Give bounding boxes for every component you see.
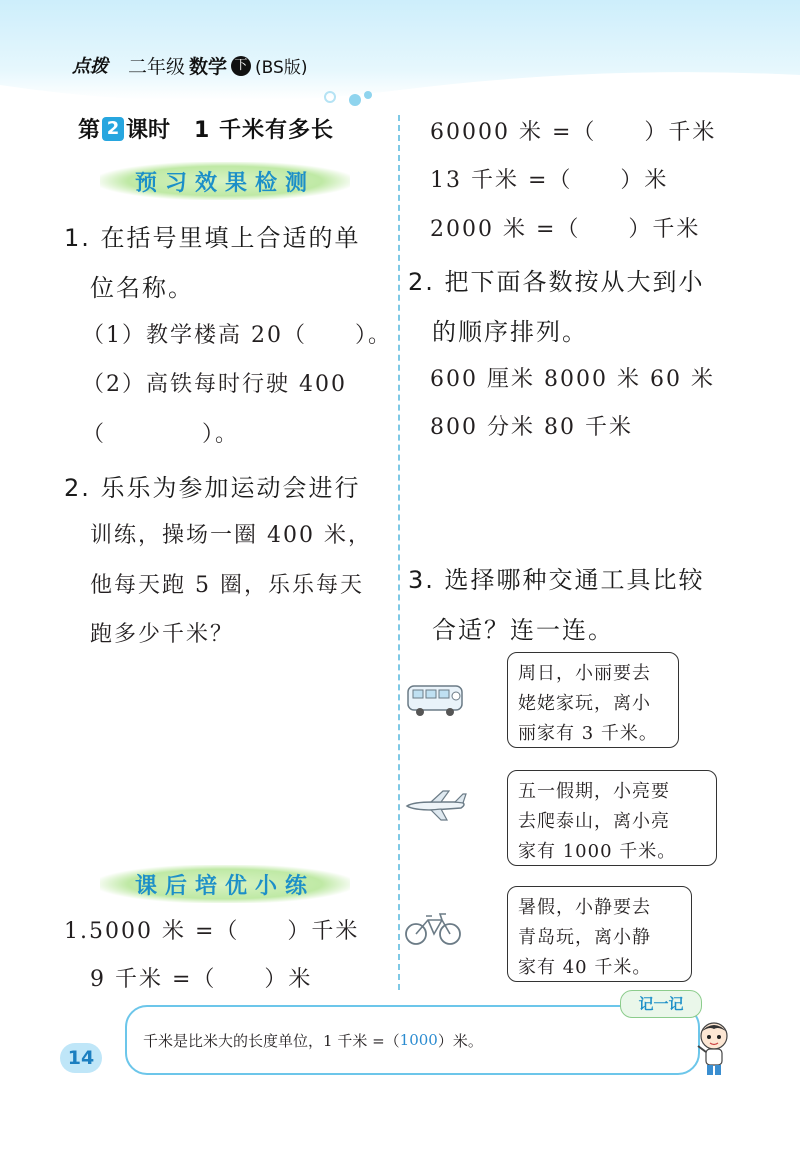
preview-banner: 预习效果检测 <box>100 162 350 200</box>
right-q3-line2: 合适？连一连。 <box>432 616 614 644</box>
preview-q1-item2b: （ ）。 <box>82 422 240 447</box>
right-q2-line2: 的顺序排列。 <box>432 318 588 346</box>
card-2-line-2: 去爬泰山，离小亮 <box>518 811 670 832</box>
practice-banner: 课后培优小练 <box>100 865 350 903</box>
card-1-line-1: 周日，小丽要去 <box>518 663 651 684</box>
card-2-line-1: 五一假期，小亮要 <box>518 781 670 802</box>
preview-q1-item1: （1）教学楼高 20（ ）。 <box>82 323 392 348</box>
note-text-before: 千米是比米大的长度单位，1 千米 =（ <box>143 1031 400 1050</box>
book-info <box>128 52 307 79</box>
bus-icon <box>405 680 467 720</box>
preview-q2-line3: 他每天跑 5 圈，乐乐每天 <box>90 573 364 598</box>
note-text-after: ）米。 <box>437 1031 483 1050</box>
card-3-line-1: 暑假，小静要去 <box>518 897 651 918</box>
preview-q2-line2: 训练，操场一圈 400 米， <box>90 523 372 548</box>
preview-q1-item2: （2）高铁每时行驶 400 <box>82 372 347 397</box>
preview-q2-line1: 2. 乐乐为参加运动会进行 <box>64 474 361 502</box>
scenario-card-2 <box>507 770 717 866</box>
practice-q1-line2: 9 千米 =（ ）米 <box>90 967 313 992</box>
note-tag: 记一记 <box>620 990 702 1018</box>
note-box <box>125 1005 700 1075</box>
practice-q1-line1: 1.5000 米 =（ ）千米 <box>64 919 360 944</box>
conversion-3: 2000 米 =（ ）千米 <box>430 217 701 242</box>
header-wave-decoration <box>0 55 800 115</box>
grade-label: 二年级 <box>128 56 186 78</box>
note-answer: 1000 <box>399 1031 438 1049</box>
volume-badge: 下 <box>231 56 251 76</box>
scenario-card-1 <box>507 652 679 748</box>
card-3-line-2: 青岛玩，离小静 <box>518 927 651 948</box>
conversion-2: 13 千米 =（ ）米 <box>430 168 669 193</box>
preview-q1-line1: 1. 在括号里填上合适的单 <box>64 224 361 252</box>
card-3-line-3: 家有 40 千米。 <box>518 957 652 978</box>
conversion-1: 60000 米 =（ ）千米 <box>430 120 717 145</box>
edition-label: (BS版) <box>255 58 308 78</box>
lesson-title <box>78 113 334 144</box>
airplane-icon <box>403 788 469 824</box>
lesson-suffix: 课时 <box>126 118 171 143</box>
preview-q1-line2: 位名称。 <box>90 274 194 302</box>
card-2-line-3: 家有 1000 千米。 <box>518 841 677 862</box>
lesson-prefix: 第 <box>78 118 101 143</box>
bicycle-icon <box>404 906 462 948</box>
brand-logo: 点拨 <box>72 56 108 77</box>
lesson-number-badge: 2 <box>102 117 124 141</box>
card-1-line-2: 姥姥家玩，离小 <box>518 693 651 714</box>
right-q2-line1: 2. 把下面各数按从大到小 <box>408 268 705 296</box>
cartoon-boy-icon <box>695 1020 733 1080</box>
scenario-card-3 <box>507 886 692 982</box>
card-1-line-3: 丽家有 3 千米。 <box>518 723 658 744</box>
page-number: 14 <box>60 1043 102 1073</box>
lesson-name: 1 千米有多长 <box>194 118 334 143</box>
subject-label: 数学 <box>189 56 228 78</box>
preview-q2-line4: 跑多少千米？ <box>90 622 235 647</box>
right-q2-numbers-1: 600 厘米 8000 米 60 米 <box>430 367 715 392</box>
right-q2-numbers-2: 800 分米 80 千米 <box>430 415 633 440</box>
column-divider <box>398 115 400 990</box>
right-q3-line1: 3. 选择哪种交通工具比较 <box>408 566 705 594</box>
